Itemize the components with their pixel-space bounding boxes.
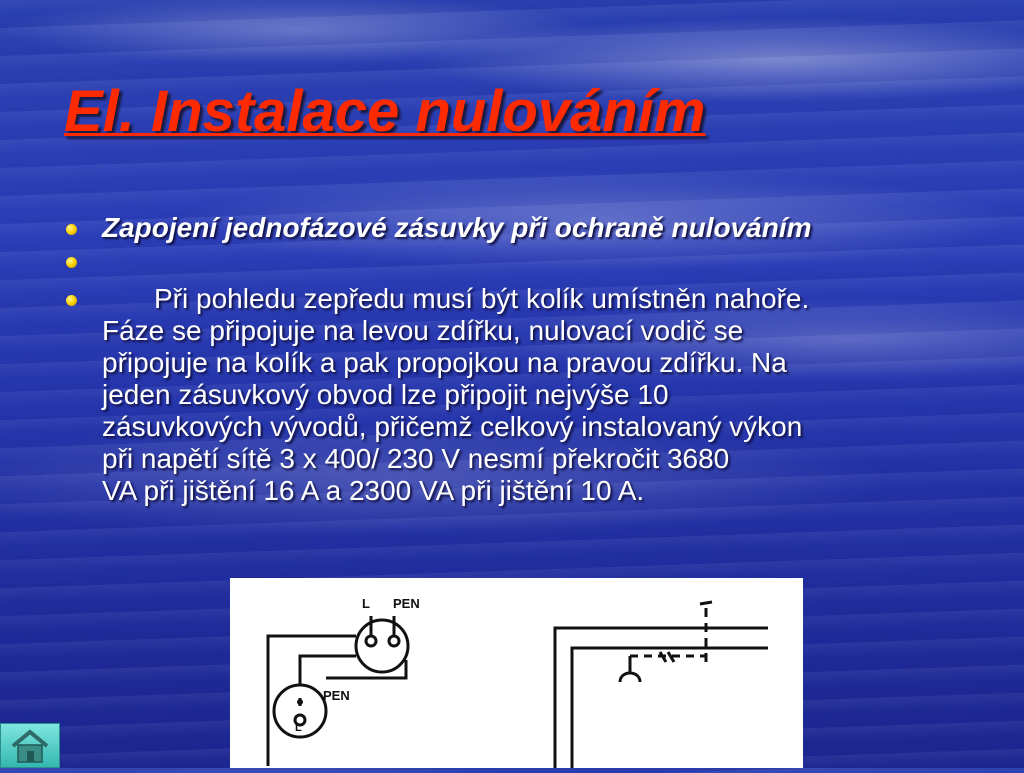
label-pen-lower: PEN — [323, 688, 350, 703]
bullet-3-line: VA při jištění 16 A a 2300 VA při jištění 10 A. — [102, 475, 645, 506]
bullet-dot-icon — [66, 257, 77, 268]
bullet-3-line: jeden zásuvkový obvod lze připojit nejvýše 10 — [102, 379, 669, 410]
wiring-diagram-image — [230, 578, 803, 768]
wiring-diagram-svg — [230, 578, 803, 768]
bullet-1-text: Zapojení jednofázové zásuvky při ochraně nulováním — [102, 212, 812, 243]
label-l: L — [362, 596, 370, 611]
bullet-dot-icon — [66, 295, 77, 306]
bullet-list — [60, 212, 960, 507]
upper-socket-outline — [356, 620, 408, 672]
bullet-3-line: Fáze se připojuje na levou zdířku, nulovací vodič se — [102, 315, 744, 346]
bullet-item-2 — [60, 243, 960, 283]
bullet-3-line: při napětí sítě 3 x 400/ 230 V nesmí překročit 3680 — [102, 443, 730, 474]
bullet-dot-icon — [66, 224, 77, 235]
bullet-3-line: Při pohledu zepředu musí být kolík umístněn nahoře. — [154, 283, 810, 314]
home-icon — [1, 724, 59, 767]
bullet-3-line: připojuje na kolík a pak propojkou na pravou zdířku. Na — [102, 347, 787, 378]
label-socket-l: L — [295, 722, 302, 734]
label-pen-top: PEN — [393, 596, 420, 611]
bullet-3-line: zásuvkových vývodů, přičemž celkový instalovaný výkon — [102, 411, 803, 442]
home-button[interactable] — [0, 723, 60, 768]
bullet-item-1 — [60, 212, 960, 243]
slide-title: El. Instalace nulováním — [64, 79, 706, 144]
bullet-item-3 — [60, 283, 960, 507]
